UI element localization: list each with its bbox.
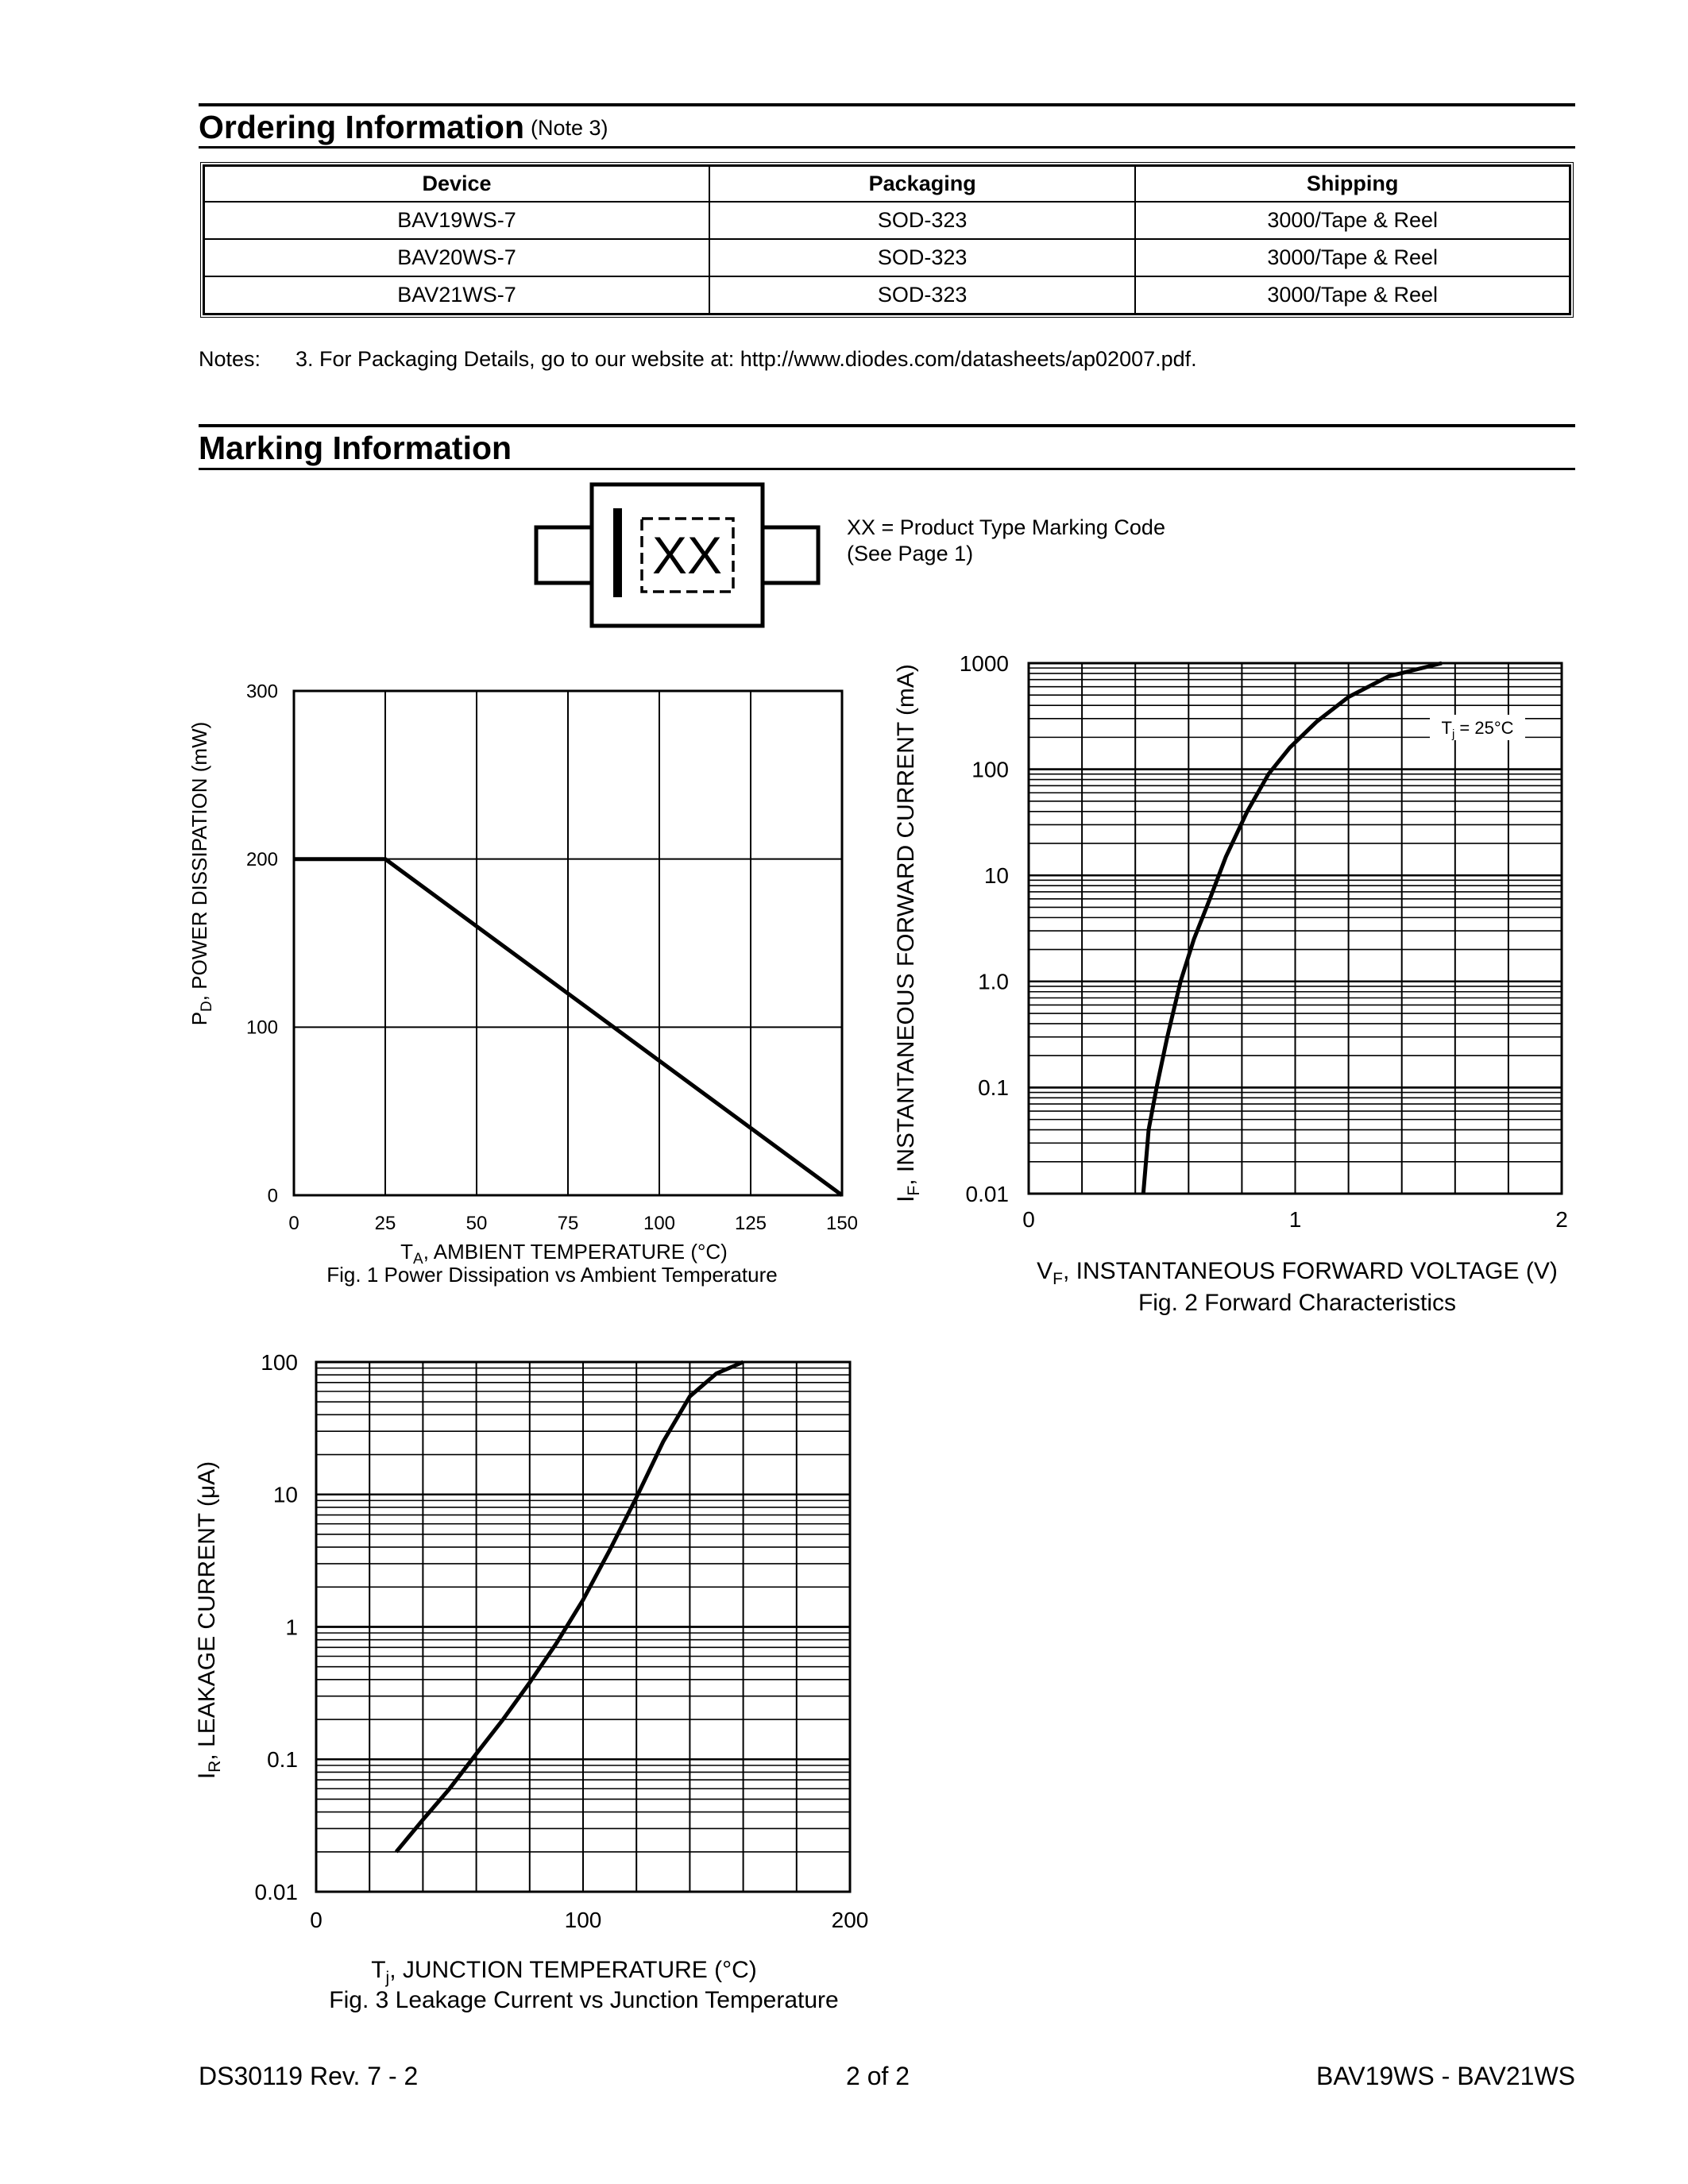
ordering-note-ref: (Note 3): [531, 116, 608, 140]
marking-top-rule: [199, 424, 1575, 427]
y-tick-label: 100: [245, 1017, 278, 1039]
marking-diagram: [532, 477, 850, 635]
x-tick-label: 0: [310, 1908, 323, 1932]
fig3-chart: [183, 1350, 882, 2017]
y-tick-label: 0.01: [965, 1181, 1009, 1206]
top-rule: [199, 103, 1575, 106]
x-tick-label: 0: [288, 1213, 299, 1234]
right-lead: [763, 527, 818, 583]
cathode-band: [613, 508, 622, 597]
y-tick-label: 100: [971, 757, 1009, 782]
x-tick-label: 200: [831, 1908, 869, 1932]
fig2-ylabel: $I_F$, INSTANTANEOUS FORWARD CURRENT (mA): [893, 664, 923, 1202]
y-tick-label: 0.01: [254, 1879, 298, 1904]
table-row: [204, 239, 1570, 276]
note-3-text: 3. For Packaging Details, go to our website at: http://www.diodes.com/datasheets/ap02007.pdf.: [295, 347, 1197, 371]
y-tick-label: 0.1: [978, 1075, 1009, 1101]
footer-page: 2 of 2: [846, 2062, 910, 2090]
col-device: Device: [204, 166, 709, 202]
x-tick-label: 75: [557, 1213, 579, 1234]
y-tick-label: 0: [267, 1185, 278, 1207]
marking-legend-line2: (See Page 1): [847, 542, 974, 565]
fig3-caption: Fig. 3 Leakage Current vs Junction Temperature: [329, 1987, 839, 2013]
cell-shipping: 3000/Tape & Reel: [1135, 276, 1570, 314]
fig1-xlabel: $T_A$, AMBIENT TEMPERATURE (°C): [400, 1240, 728, 1268]
fig1-caption: Fig. 1 Power Dissipation vs Ambient Temperature: [326, 1263, 778, 1287]
ordering-table-frame: [200, 162, 1574, 318]
y-tick-label: 10: [983, 863, 1009, 888]
ordering-underline: [199, 146, 1575, 149]
y-tick-label: 10: [272, 1482, 298, 1507]
x-tick-label: 2: [1555, 1207, 1568, 1232]
ordering-title: Ordering Information: [199, 109, 524, 145]
fig2-caption: Fig. 2 Forward Characteristics: [1138, 1290, 1457, 1316]
series-line-ir: [396, 1362, 744, 1852]
marking-heading: Marking Information: [199, 430, 512, 466]
cell-device: BAV20WS-7: [204, 239, 709, 276]
left-lead: [536, 527, 592, 583]
footer-part-range: BAV19WS - BAV21WS: [1315, 2062, 1575, 2090]
y-tick-label: 100: [261, 1350, 298, 1375]
y-tick-label: 200: [245, 849, 278, 871]
x-tick-label: 100: [643, 1213, 676, 1234]
cell-device: BAV21WS-7: [204, 276, 709, 314]
y-tick-label: 0.1: [267, 1747, 298, 1773]
x-tick-label: 1: [1288, 1207, 1302, 1232]
marking-legend: [847, 515, 1165, 567]
x-tick-label: 150: [825, 1213, 859, 1234]
x-tick-label: 50: [465, 1213, 488, 1234]
fig3-ylabel: $I_R$, LEAKAGE CURRENT (μA): [194, 1461, 224, 1780]
col-shipping: Shipping: [1135, 166, 1570, 202]
y-tick-label: 1: [285, 1615, 298, 1640]
cell-device: BAV19WS-7: [204, 202, 709, 239]
x-tick-label: 0: [1022, 1207, 1035, 1232]
fig1-chart: [183, 667, 882, 1302]
cell-packaging: SOD-323: [709, 202, 1135, 239]
cell-shipping: 3000/Tape & Reel: [1135, 202, 1570, 239]
cell-packaging: SOD-323: [709, 276, 1135, 314]
fig2-xlabel: $V_F$, INSTANTANEOUS FORWARD VOLTAGE (V): [1037, 1258, 1558, 1288]
table-header-row: [204, 166, 1570, 202]
footer-doc-id: DS30119 Rev. 7 - 2: [199, 2062, 419, 2090]
x-tick-label: 100: [564, 1908, 602, 1932]
table-row: [204, 276, 1570, 314]
cell-packaging: SOD-323: [709, 239, 1135, 276]
fig1-ylabel: $P_D$, POWER DISSIPATION (mW): [187, 721, 215, 1026]
notes-label: Notes:: [199, 347, 261, 371]
cell-shipping: 3000/Tape & Reel: [1135, 239, 1570, 276]
x-tick-label: 25: [374, 1213, 396, 1234]
table-row: [204, 202, 1570, 239]
fig3-xlabel: $T_j$, JUNCTION TEMPERATURE (°C): [371, 1957, 757, 1987]
ordering-heading: [199, 111, 608, 144]
ordering-table: [203, 165, 1570, 314]
y-tick-label: 1.0: [978, 969, 1009, 994]
y-tick-label: 300: [245, 681, 278, 703]
x-tick-label: 125: [734, 1213, 767, 1234]
fig2-chart: [890, 651, 1589, 1326]
marking-code: XX: [651, 526, 723, 585]
marking-legend-line1: XX = Product Type Marking Code: [847, 515, 1165, 539]
fig2-annotation: $T_j = 25^\circ C$: [1441, 718, 1514, 741]
y-tick-label: 1000: [959, 651, 1009, 676]
marking-underline: [199, 468, 1575, 470]
col-packaging: Packaging: [709, 166, 1135, 202]
